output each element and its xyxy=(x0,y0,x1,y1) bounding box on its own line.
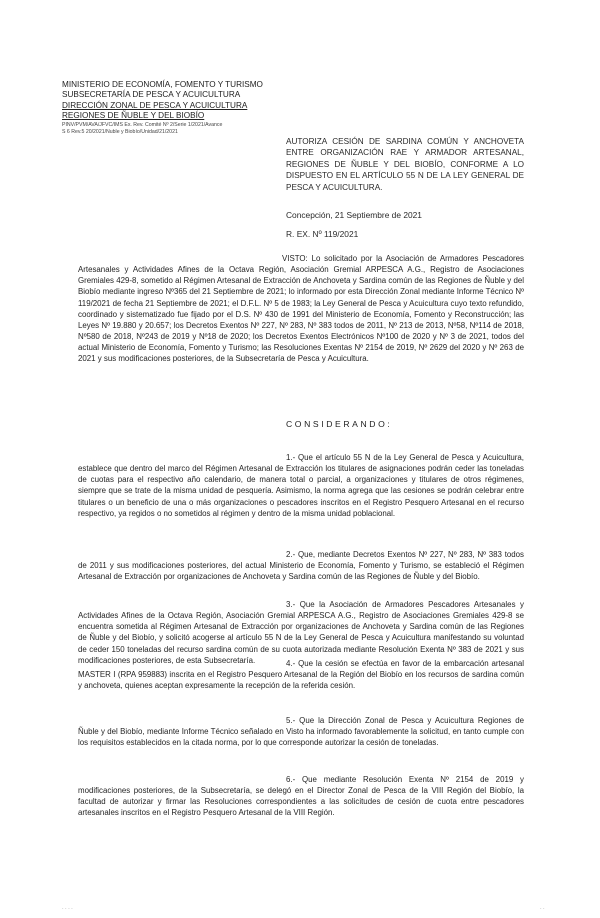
considerando-3: 3.- Que la Asociación de Armadores Pescadores Artesanales y Actividades Afines de la Octava Región, Asociación Gremial ARPESCA A.G., Registro de Asociaciones Gremiales 429-8 se encuentra sometida al Régimen Artesanal de Extracción por organizaciones de Anchoveta y Sardina común de las Regiones de Ñuble y del Biobío, y solicitó acogerse al artículo 55 N de la Ley General de Pesca y Acuicultura manifestando su voluntad de ceder 150 toneladas del recurso sardina común de su cuota autorizada mediante Resolución Exenta Nº 383 de 2021 y sus modificaciones posteriores, de esta Subsecretaría. xyxy=(78,600,524,665)
resolution-number: R. EX. Nº 119/2021 xyxy=(286,229,359,239)
considerando-5: 5.- Que la Dirección Zonal de Pesca y Acuicultura Regiones de Ñuble y del Biobío, mediante Informe Técnico señalado en Visto ha informado favorablemente la solicitud, en tanto cumple con los requisitos establecidos en la citada norma, por lo que corresponde autorizar la cesión de toneladas. xyxy=(78,716,524,748)
considerando-6: 6.- Que mediante Resolución Exenta Nº 2154 de 2019 y modificaciones posteriores, de la Subsecretaría, se delegó en el Director Zonal de Pesca de la VIII Región del Biobío, la facultad de autorizar y firmar las Resoluciones correspondientes a las solicitudes de cesión de cuota entre pescadores artesanales inscritos en el Registro Pesquero Artesanal de la VIII Región. xyxy=(78,775,524,818)
header-reference-codes-2: S 6 Rev.5 20/2021/Ñuble y Biobío/Unidad/21/2021 xyxy=(62,128,178,135)
considerando-4: 4.- Que la cesión se efectúa en favor de la embarcación artesanal MASTER I (RPA 959883) inscrita en el Registro Pesquero Artesanal de la Región del Biobío en los recursos de sardina común y anchoveta, quienes aceptan expresamente la recepción de la referida cesión. xyxy=(78,659,524,691)
institution-header xyxy=(62,80,312,136)
header-ministry: MINISTERIO DE ECONOMÍA, FOMENTO Y TURISMO xyxy=(62,80,263,89)
header-reference-codes-1: PINV/PVM/AVA/JFVC/IMS Ex. Rev. Comité Nº 2/Serie 1/2021/Avance xyxy=(62,121,223,128)
header-zonal-direction: DIRECCIÓN ZONAL DE PESCA Y ACUICULTURA xyxy=(62,100,248,110)
considerando-heading: CONSIDERANDO: xyxy=(286,419,393,429)
visto-paragraph: VISTO: Lo solicitado por la Asociación de Armadores Pescadores Artesanales y Actividades Afines de la Octava Región, Asociación Gremial ARPESCA A.G., Registro de Asociaciones Gremiales 429-8, sometido al Régimen Artesanal de Extracción de Anchoveta y Sardina común de las Regiones de Ñuble y del Biobío mediante ingreso Nº365 del 21 Septiembre de 2021; lo informado por esta Dirección Zonal mediante Informe Técnico Nº 119/2021 de fecha 21 Septiembre de 2021; el D.F.L. Nº 5 de 1983; la Ley General de Pesca y Acuicultura cuyo texto refundido, coordinado y sistematizado fue fijado por el D.S. Nº 430 de 1991 del Ministerio de Economía, Fomento y Reconstrucción; las Leyes Nº 19.880 y 20.657; los Decretos Exentos Nº 227, Nº 283, Nº 383 todos de 2011, Nº 213 de 2013, Nº58, Nº114 de 2018, Nº580 de 2018, Nº243 de 2019 y Nº18 de 2020; los Decretos Exentos Electrónicos Nº100 de 2020 y Nº 3 de 2021, todos del actual Ministerio de Economía, Fomento y Turismo; las Resoluciones Exentas Nº 2154 de 2019, Nº 2629 del 2020 y Nº 263 de 2021 y sus modificaciones posteriores, de la Subsecretaría de Pesca y Acuicultura. xyxy=(78,254,524,364)
considerando-1: 1.- Que el artículo 55 N de la Ley General de Pesca y Acuicultura, establece que dentro del marco del Régimen Artesanal de Extracción los titulares de asignaciones podrán ceder las toneladas de cuotas para el respectivo año calendario, de manera total o parcial, a organizaciones y titulares de otros régimenes, siempre que se trate de la misma unidad de pesquería. Asimismo, la norma agrega que las cesiones se podrán celebrar entre titulares o un beneficio de una o más organizaciones o pescadores inscritos en el Registro Pesquero Artesanal en el recurso respectivo, ya regidos o no sometidos al régimen y dentro de la misma unidad poblacional. xyxy=(78,453,524,518)
header-undersecretariat: SUBSECRETARÍA DE PESCA Y ACUICULTURA xyxy=(62,90,241,100)
resolution-subject: AUTORIZA CESIÓN DE SARDINA COMÚN Y ANCHOVETA ENTRE ORGANIZACIÓN RAE Y ARMADOR ARTESANAL, REGIONES DE ÑUBLE Y DEL BIOBÍO, CONFORME A LO DISPUESTO EN EL ARTÍCULO 55 N DE LA LEY GENERAL DE PESCA Y ACUICULTURA. xyxy=(286,137,524,192)
header-regions: REGIONES DE ÑUBLE Y DEL BIOBÍO xyxy=(62,111,205,121)
footer-mark-left: · · · · xyxy=(62,906,73,912)
considerando-2: 2.- Que, mediante Decretos Exentos Nº 227, Nº 283, Nº 383 todos de 2011 y sus modificaciones posteriores, del actual Ministerio de Economía, Fomento y Turismo, se estableció el Régimen Artesanal de Extracción por organizaciones de Anchoveta y Sardina común de las Regiones de Ñuble y del Biobío. xyxy=(78,550,524,582)
place-date: Concepción, 21 Septiembre de 2021 xyxy=(286,210,422,220)
footer-mark-right: · · xyxy=(540,906,545,912)
